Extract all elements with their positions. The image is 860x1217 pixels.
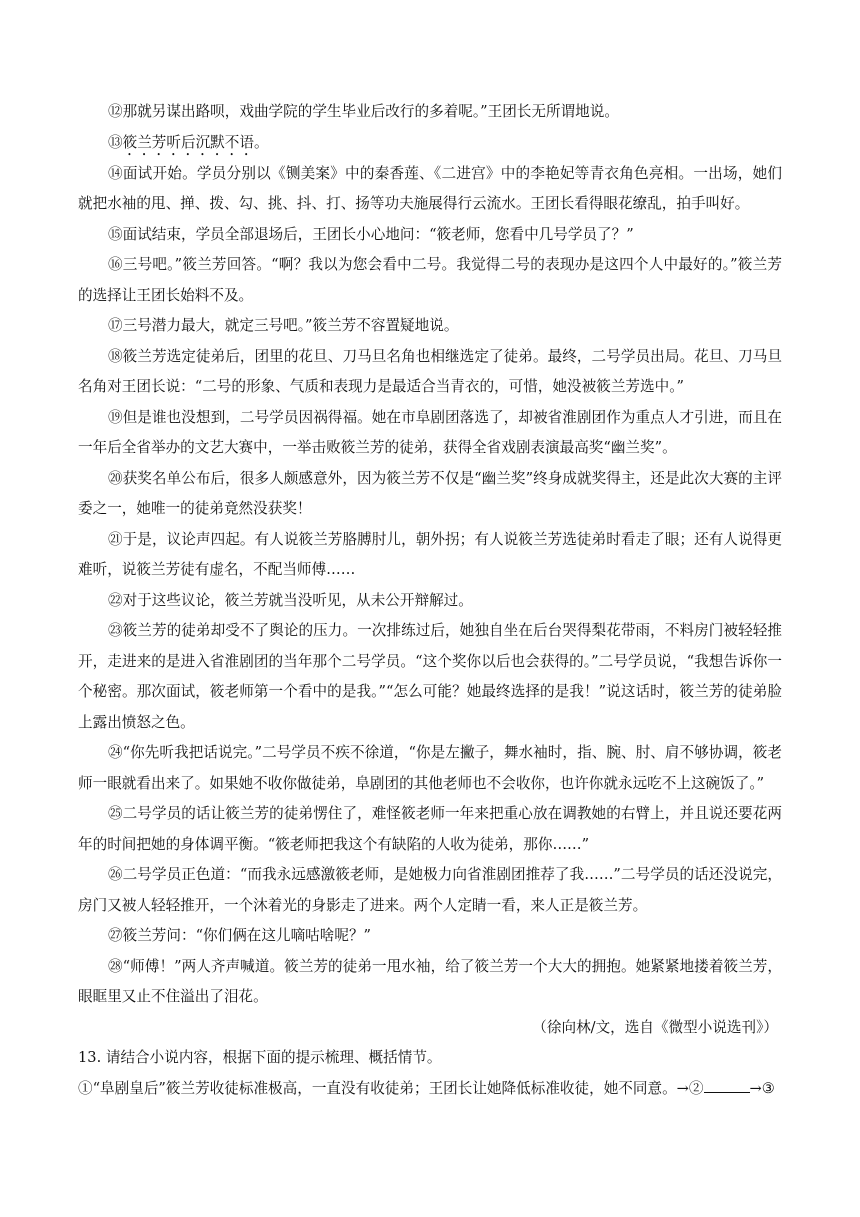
paragraph-27: ㉗筱兰芳问：“你们俩在这儿嘀咕啥呢？” (108, 927, 372, 944)
paragraph-28: ㉘“师傅！”两人齐声喊道。筱兰芳的徒弟一甩水袖，给了筱兰芳一个大大的拥抱。她紧紧地搂着筱兰芳，眼眶里又止不住溢出了泪花。 (78, 957, 782, 1005)
question-prompt-end: →③ (749, 1079, 775, 1097)
paragraph-20: ⑳获奖名单公布后，很多人颇感意外，因为筱兰芳不仅是“幽兰奖”终身成就奖得主，还是此次大赛的主评委之一，她唯一的徒弟竟然没获奖！ (78, 469, 782, 517)
paragraph-13-number: ⑬ (108, 133, 123, 151)
paragraph-23: ㉓筱兰芳的徒弟却受不了舆论的压力。一次排练过后，她独自坐在后台哭得梨花带雨，不料房门被轻轻推开，走进来的是进入省淮剧团的当年那个二号学员。“这个奖你以后也会获得的。”二号学员说，“我想告诉你一个秘密。那次面试，筱老师第一个看中的是我。”“怎么可能？她最终选择的是我！”说这话时，筱兰芳的徒弟脸上露出愤怒之色。 (78, 622, 782, 731)
paragraph-26: ㉖二号学员正色道：“而我永远感激筱老师，是她极力向省淮剧团推荐了我……”二号学员的话还没说完，房门又被人轻轻推开，一个沐着光的身影走了进来。两个人定睛一看，来人正是筱兰芳。 (78, 866, 782, 914)
paragraph-13-end: 。 (253, 133, 269, 151)
document-page (78, 97, 782, 1104)
answer-blank[interactable] (704, 1078, 750, 1093)
question-prompt (78, 1074, 782, 1105)
question-prompt-start: ①“阜剧皇后”筱兰芳收徒标准极高，一直没有收徒弟；王团长让她降低标准收徒，她不同意。→② (78, 1079, 704, 1097)
paragraph-12: ⑫那就另谋出路呗，戏曲学院的学生毕业后改行的多着呢。”王团长无所谓地说。 (108, 103, 619, 120)
question-title: 13. 请结合小说内容，根据下面的提示梳理、概括情节。 (78, 1049, 442, 1066)
paragraph-22: ㉒对于这些议论，筱兰芳就当没听见，从未公开辩解过。 (108, 591, 473, 609)
paragraph-14: ⑭面试开始。学员分别以《铡美案》中的秦香莲、《二进宫》中的李艳妃等青衣角色亮相。一出场，她们就把水袖的甩、掸、拨、勾、挑、抖、打、扬等功夫施展得行云流水。王团长看得眼花缭乱，拍手叫好。 (78, 164, 782, 212)
paragraph-21: ㉑于是，议论声四起。有人说筱兰芳胳膊肘儿，朝外拐；有人说筱兰芳选徒弟时看走了眼；还有人说得更难听，说筱兰芳徒有虚名，不配当师傅…… (78, 530, 782, 578)
source-citation: （徐向林/文，选自《微型小说选刊》） (532, 1018, 778, 1036)
paragraph-13 (78, 128, 782, 159)
paragraph-13-dotted-text: 筱兰芳听后沉默不语 (122, 133, 254, 151)
paragraph-25: ㉕二号学员的话让筱兰芳的徒弟愣住了，难怪筱老师一年来把重心放在调教她的右臂上，并且说还要花两年的时间把她的身体调平衡。“筱老师把我这个有缺陷的人收为徒弟，那你……” (78, 805, 782, 853)
paragraph-17: ⑰三号潜力最大，就定三号吧。”筱兰芳不容置疑地说。 (108, 317, 459, 334)
paragraph-18: ⑱筱兰芳选定徒弟后，团里的花旦、刀马旦名角也相继选定了徒弟。最终，二号学员出局。花旦、刀马旦名角对王团长说：“二号的形象、气质和表现力是最适合当青衣的，可惜，她没被筱兰芳选中。” (78, 347, 782, 395)
paragraph-15: ⑮面试结束，学员全部退场后，王团长小心地问：“筱老师，您看中几号学员了？” (108, 225, 634, 243)
paragraph-24: ㉔“你先听我把话说完。”二号学员不疾不徐道，“你是左撇子，舞水袖时，指、腕、肘、肩不够协调，筱老师一眼就看出来了。如果她不收你做徒弟，阜剧团的其他老师也不会收你，也许你就永远吃不上这碗饭了。” (78, 744, 782, 792)
paragraph-19: ⑲但是谁也没想到，二号学员因祸得福。她在市阜剧团落选了，却被省淮剧团作为重点人才引进，而且在一年后全省举办的文艺大赛中，一举击败筱兰芳的徒弟，获得全省戏剧表演最高奖“幽兰奖”。 (78, 408, 782, 456)
paragraph-16: ⑯三号吧。”筱兰芳回答。“啊？我以为您会看中二号。我觉得二号的表现办是这四个人中最好的。”筱兰芳的选择让王团长始料不及。 (78, 256, 782, 304)
